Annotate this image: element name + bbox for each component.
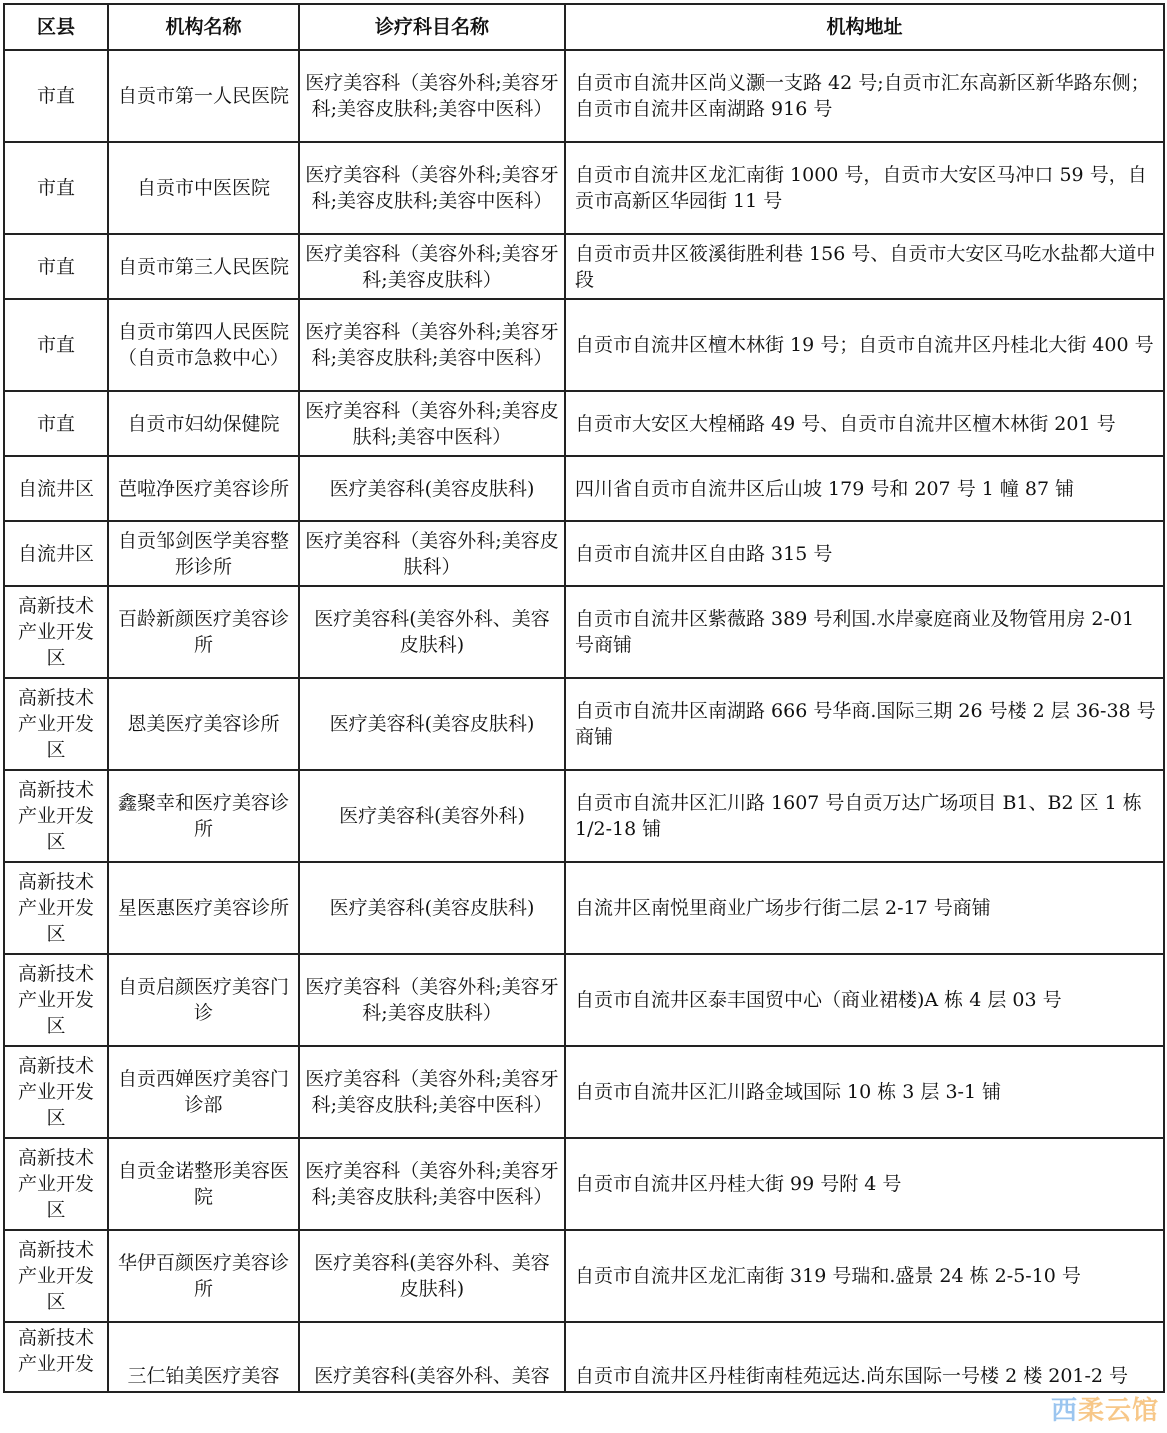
table-row [4,234,1164,299]
cell-department: 医疗美容科（美容外科;美容牙科;美容皮肤科;美容中医科） [299,142,565,234]
cell-county: 高新技术产业开发 [4,1322,108,1392]
cell-institution: 自贡西婵医疗美容门诊部 [108,1046,299,1138]
cell-department: 医疗美容科（美容外科;美容牙科;美容皮肤科） [299,234,565,299]
watermark-part1: 西 [1050,1396,1078,1426]
header-county: 区县 [4,4,108,50]
cell-department: 医疗美容科(美容皮肤科) [299,862,565,954]
table-row [4,299,1164,391]
cell-county: 高新技术产业开发区 [4,954,108,1046]
cell-department: 医疗美容科（美容外科;美容牙科;美容皮肤科;美容中医科） [299,299,565,391]
cell-department: 医疗美容科(美容外科、美容 [299,1322,565,1392]
cell-institution: 芭啦净医疗美容诊所 [108,456,299,521]
cell-department: 医疗美容科（美容外科;美容皮肤科） [299,521,565,586]
cell-address: 自贡市自流井区汇川路金域国际 10 栋 3 层 3-1 铺 [565,1046,1164,1138]
cell-county: 高新技术产业开发区 [4,678,108,770]
cell-address: 自贡市自流井区自由路 315 号 [565,521,1164,586]
table-row [4,770,1164,862]
cell-institution: 星医惠医疗美容诊所 [108,862,299,954]
cell-address: 自贡市自流井区汇川路 1607 号自贡万达广场项目 B1、B2 区 1 栋 1/2-18 铺 [565,770,1164,862]
cell-address: 自贡市自流井区龙汇南街 1000 号，自贡市大安区马冲口 59 号，自贡市高新区华园街 11 号 [565,142,1164,234]
table-row [4,1322,1164,1392]
table-row [4,1138,1164,1230]
cell-county: 高新技术产业开发区 [4,1046,108,1138]
institution-table [3,3,1165,1393]
cell-institution: 自贡市第四人民医院（自贡市急救中心） [108,299,299,391]
cell-county: 市直 [4,50,108,142]
cell-address: 自贡市自流井区尚义灏一支路 42 号;自贡市汇东高新区新华路东侧；自贡市自流井区南湖路 916 号 [565,50,1164,142]
cell-address: 四川省自贡市自流井区后山坡 179 号和 207 号 1 幢 87 铺 [565,456,1164,521]
table-row [4,954,1164,1046]
table-row [4,142,1164,234]
cell-institution: 自贡市中医医院 [108,142,299,234]
cell-county: 市直 [4,234,108,299]
cell-address: 自贡市大安区大楻桶路 49 号、自贡市自流井区檀木林街 201 号 [565,391,1164,456]
cell-address: 自贡市贡井区筱溪街胜利巷 156 号、自贡市大安区马吃水盐都大道中段 [565,234,1164,299]
table-row [4,521,1164,586]
table-row [4,678,1164,770]
cell-county: 高新技术产业开发区 [4,770,108,862]
header-row [4,4,1164,50]
watermark-part2: 柔云馆 [1077,1396,1159,1426]
cell-department: 医疗美容科(美容皮肤科) [299,456,565,521]
cell-institution: 百龄新颜医疗美容诊所 [108,586,299,678]
cell-county: 市直 [4,142,108,234]
cell-institution: 自贡市第三人民医院 [108,234,299,299]
cell-department: 医疗美容科（美容外科;美容牙科;美容皮肤科） [299,954,565,1046]
cell-department: 医疗美容科(美容外科、美容皮肤科) [299,1230,565,1322]
table-row [4,1230,1164,1322]
cell-county: 自流井区 [4,521,108,586]
cell-institution: 自贡金诺整形美容医院 [108,1138,299,1230]
cell-institution: 恩美医疗美容诊所 [108,678,299,770]
cell-county: 市直 [4,391,108,456]
table-row [4,456,1164,521]
cell-address: 自流井区南悦里商业广场步行街二层 2-17 号商铺 [565,862,1164,954]
cell-county: 高新技术产业开发区 [4,862,108,954]
cell-address: 自贡市自流井区紫薇路 389 号利国.水岸豪庭商业及物管用房 2-01 号商铺 [565,586,1164,678]
cell-county: 高新技术产业开发区 [4,586,108,678]
header-institution-name: 机构名称 [108,4,299,50]
cell-address: 自贡市自流井区南湖路 666 号华商.国际三期 26 号楼 2 层 36-38 号商铺 [565,678,1164,770]
watermark-logo [1051,1390,1159,1427]
cell-address: 自贡市自流井区龙汇南街 319 号瑞和.盛景 24 栋 2-5-10 号 [565,1230,1164,1322]
cell-institution: 自贡市第一人民医院 [108,50,299,142]
cell-county: 高新技术产业开发区 [4,1138,108,1230]
header-address: 机构地址 [565,4,1164,50]
cell-county: 自流井区 [4,456,108,521]
cell-department: 医疗美容科（美容外科;美容牙科;美容皮肤科;美容中医科） [299,1138,565,1230]
cell-department: 医疗美容科（美容外科;美容皮肤科;美容中医科） [299,391,565,456]
cell-institution: 自贡市妇幼保健院 [108,391,299,456]
cell-address: 自贡市自流井区檀木林街 19 号；自贡市自流井区丹桂北大街 400 号 [565,299,1164,391]
cell-department: 医疗美容科（美容外科;美容牙科;美容皮肤科;美容中医科） [299,50,565,142]
cell-department: 医疗美容科(美容皮肤科) [299,678,565,770]
cell-address: 自贡市自流井区丹桂街南桂苑远达.尚东国际一号楼 2 楼 201-2 号 [565,1322,1164,1392]
cell-address: 自贡市自流井区泰丰国贸中心（商业裙楼)A 栋 4 层 03 号 [565,954,1164,1046]
cell-department: 医疗美容科(美容外科) [299,770,565,862]
table-row [4,586,1164,678]
cell-county: 市直 [4,299,108,391]
cell-county: 高新技术产业开发区 [4,1230,108,1322]
table-row [4,50,1164,142]
table-row [4,862,1164,954]
cell-institution: 华伊百颜医疗美容诊所 [108,1230,299,1322]
table-row [4,391,1164,456]
header-department-name: 诊疗科目名称 [299,4,565,50]
cell-address: 自贡市自流井区丹桂大街 99 号附 4 号 [565,1138,1164,1230]
cell-institution: 自贡邹剑医学美容整形诊所 [108,521,299,586]
cell-institution: 鑫聚幸和医疗美容诊所 [108,770,299,862]
cell-institution: 三仁铂美医疗美容 [108,1322,299,1392]
table-row [4,1046,1164,1138]
cell-institution: 自贡启颜医疗美容门诊 [108,954,299,1046]
cell-department: 医疗美容科（美容外科;美容牙科;美容皮肤科;美容中医科） [299,1046,565,1138]
cell-department: 医疗美容科(美容外科、美容皮肤科) [299,586,565,678]
